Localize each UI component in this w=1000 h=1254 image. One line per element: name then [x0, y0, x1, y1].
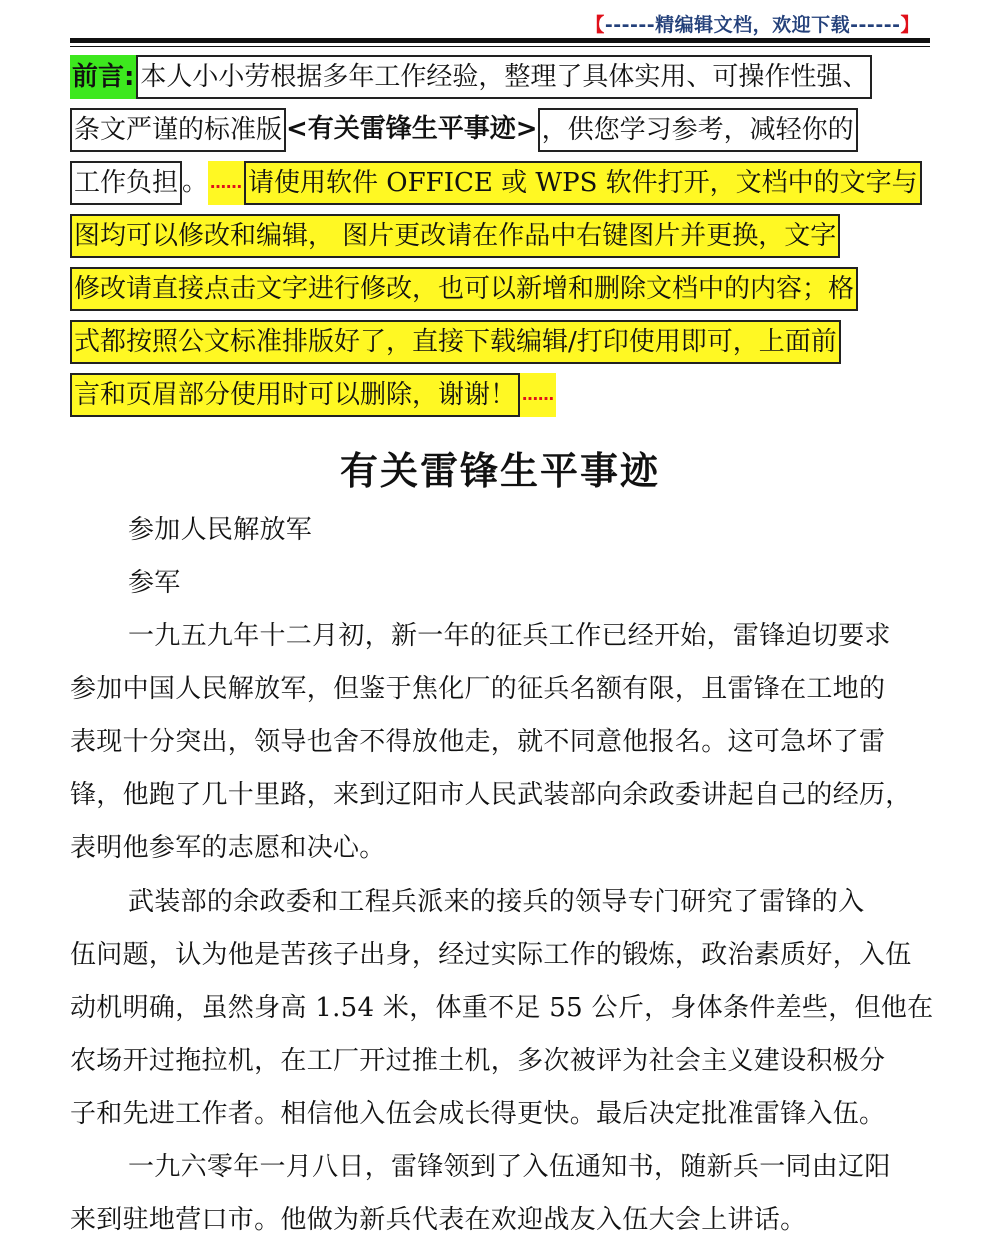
paragraph-line: 表明他参军的志愿和决心。 — [70, 833, 386, 863]
ellipsis-mark: …… — [208, 161, 244, 205]
preface-text-4: 图均可以修改和编辑， 图片更改请在作品中右键图片并更换，文字 — [70, 214, 840, 258]
preface-text-5: 修改请直接点击文字进行修改，也可以新增和删除文档中的内容；格 — [70, 267, 858, 311]
paragraph-line: 动机明确，虽然身高 1.54 米，体重不足 55 公斤，身体条件差些，但他在 — [70, 993, 934, 1023]
paragraph-line: 来到驻地营口市。他做为新兵代表在欢迎战友入伍大会上讲话。 — [70, 1205, 807, 1235]
paragraph-line: 锋，他跑了几十里路，来到辽阳市人民武装部向余政委讲起自己的经历， — [70, 780, 912, 810]
section-heading: 参加人民解放军 — [128, 515, 313, 545]
preface-text-3a: 工作负担 — [70, 161, 182, 205]
preface-line-1 — [70, 54, 872, 100]
header-rule-thin — [70, 46, 930, 47]
header-rule — [70, 38, 930, 43]
preface-line-4 — [70, 213, 840, 259]
bracket-right: 】 — [900, 14, 920, 36]
preface-text-2a: 条文严谨的标准版 — [70, 108, 286, 152]
paragraph-line: 一九六零年一月八日，雷锋领到了入伍通知书，随新兵一同由辽阳 — [128, 1152, 891, 1182]
preface-text-3b: 请使用软件 OFFICE 或 WPS 软件打开，文档中的文字与 — [244, 161, 922, 205]
paragraph-line: 参加中国人民解放军，但鉴于焦化厂的征兵名额有限，且雷锋在工地的 — [70, 674, 886, 704]
preface-text-1: 本人小小劳根据多年工作经验，整理了具体实用、可操作性强、 — [136, 55, 872, 99]
subsection-heading: 参军 — [128, 568, 181, 598]
paragraph-line: 农场开过拖拉机，在工厂开过推土机，多次被评为社会主义建设积极分 — [70, 1046, 886, 1076]
page-header-note — [585, 10, 920, 37]
preface-line-3 — [70, 160, 922, 206]
preface-line-6 — [70, 319, 841, 365]
preface-label: 前言: — [70, 55, 136, 99]
preface-doc-title: <有关雷锋生平事迹> — [286, 114, 538, 144]
preface-text-6: 式都按照公文标准排版好了，直接下载编辑/打印使用即可，上面前 — [70, 320, 841, 364]
preface-period: 。 — [182, 167, 209, 197]
paragraph-line: 武装部的余政委和工程兵派来的接兵的领导专门研究了雷锋的入 — [128, 887, 865, 917]
header-note-text: ------精编辑文档，欢迎下载------ — [604, 14, 901, 36]
paragraph-line: 子和先进工作者。相信他入伍会成长得更快。最后决定批准雷锋入伍。 — [70, 1099, 886, 1129]
preface-line-2 — [70, 107, 858, 153]
ellipsis-mark: …… — [520, 373, 556, 417]
paragraph-line: 一九五九年十二月初，新一年的征兵工作已经开始，雷锋迫切要求 — [128, 621, 891, 651]
preface-text-7: 言和页眉部分使用时可以删除，谢谢！ — [70, 373, 520, 417]
preface-line-7 — [70, 372, 556, 418]
paragraph-line: 伍问题，认为他是苦孩子出身，经过实际工作的锻炼，政治素质好，入伍 — [70, 940, 912, 970]
document-title: 有关雷锋生平事迹 — [339, 449, 660, 493]
preface-line-5 — [70, 266, 858, 312]
preface-text-2b: ，供您学习参考，减轻你的 — [538, 108, 858, 152]
bracket-left: 【 — [585, 14, 605, 36]
paragraph-line: 表现十分突出，领导也舍不得放他走，就不同意他报名。这可急坏了雷 — [70, 727, 886, 757]
